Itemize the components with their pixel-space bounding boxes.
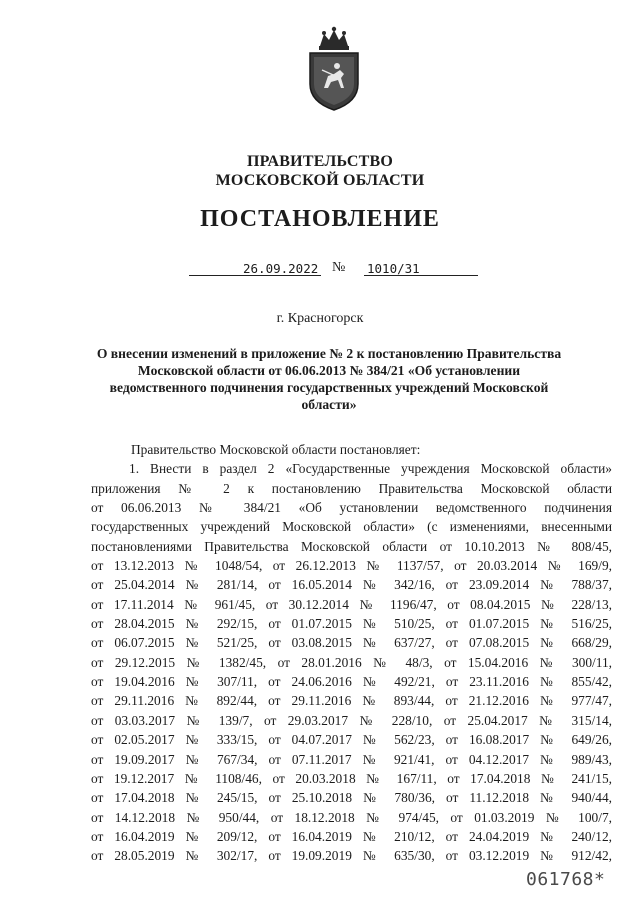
body-line: от 28.05.2019 № 302/17, от 19.09.2019 № 635/30, от 03.12.2019 № 912/42, [91, 848, 612, 864]
document-serial-stamp: 061768* [526, 869, 606, 890]
coat-of-arms-icon [304, 26, 364, 112]
body-line: от 19.04.2016 № 307/11, от 24.06.2016 № 492/21, от 23.11.2016 № 855/42, [91, 674, 612, 690]
body-line: от 02.05.2017 № 333/15, от 04.07.2017 № 562/23, от 16.08.2017 № 649/26, [91, 732, 612, 748]
body-line: от 16.04.2019 № 209/12, от 16.04.2019 № 210/12, от 24.04.2019 № 240/12, [91, 828, 612, 844]
document-body [91, 440, 612, 866]
document-subject: О внесении изменений в приложение № 2 к постановлению Правительства Московской области от 06.06.2013 № 384/21 «Об установлении ведомственного подчинения государственных учреждений Московской области» [96, 346, 562, 412]
body-line: от 17.04.2018 № 245/15, от 25.10.2018 № 780/36, от 11.12.2018 № 940/44, [91, 790, 612, 806]
registration-number: 1010/31 [367, 261, 420, 276]
body-line: от 28.04.2015 № 292/15, от 01.07.2015 № 510/25, от 01.07.2015 № 516/25, [91, 616, 612, 632]
body-line: от 19.09.2017 № 767/34, от 07.11.2017 № 921/41, от 04.12.2017 № 989/43, [91, 751, 612, 767]
body-line: приложения № 2 к постановлению Правительства Московской области [91, 480, 612, 496]
body-line: от 13.12.2013 № 1048/54, от 26.12.2013 № 1137/57, от 20.03.2014 № 169/9, [91, 558, 612, 574]
city-name: г. Красногорск [276, 311, 364, 326]
body-line: от 14.12.2018 № 950/44, от 18.12.2018 № 974/45, от 01.03.2019 № 100/7, [91, 809, 612, 825]
government-name-line-2: МОСКОВСКОЙ ОБЛАСТИ [215, 172, 425, 189]
body-line: от 29.11.2016 № 892/44, от 29.11.2016 № 893/44, от 21.12.2016 № 977/47, [91, 693, 612, 709]
number-sign: № [332, 260, 346, 275]
government-name-line-1: ПРАВИТЕЛЬСТВО [246, 153, 394, 170]
body-line: от 17.11.2014 № 961/45, от 30.12.2014 № 1196/47, от 08.04.2015 № 228/13, [91, 596, 612, 612]
intro-paragraph: Правительство Московской области постановляет: [131, 442, 421, 457]
document-type-title: ПОСТАНОВЛЕНИЕ [200, 206, 440, 232]
body-line: постановлениями Правительства Московской области от 10.10.2013 № 808/45, [91, 538, 612, 554]
body-line: от 25.04.2014 № 281/14, от 16.05.2014 № 342/16, от 23.09.2014 № 788/37, [91, 577, 612, 593]
registration-line [189, 261, 489, 281]
body-line: 1. Внести в раздел 2 «Государственные учреждения Московской области» [129, 461, 612, 477]
body-line: от 06.07.2015 № 521/25, от 03.08.2015 № 637/27, от 07.08.2015 № 668/29, [91, 635, 612, 651]
body-line: государственных учреждений Московской области» (с изменениями, внесенными [91, 519, 612, 535]
body-line: от 06.06.2013 № 384/21 «Об установлении ведомственного подчинения [91, 500, 612, 516]
registration-date: 26.09.2022 [243, 261, 319, 276]
body-line: от 19.12.2017 № 1108/46, от 20.03.2018 № 167/11, от 17.04.2018 № 241/15, [91, 770, 612, 786]
body-line: от 03.03.2017 № 139/7, от 29.03.2017 № 228/10, от 25.04.2017 № 315/14, [91, 712, 612, 728]
body-line: от 29.12.2015 № 1382/45, от 28.01.2016 № 48/3, от 15.04.2016 № 300/11, [91, 654, 612, 670]
